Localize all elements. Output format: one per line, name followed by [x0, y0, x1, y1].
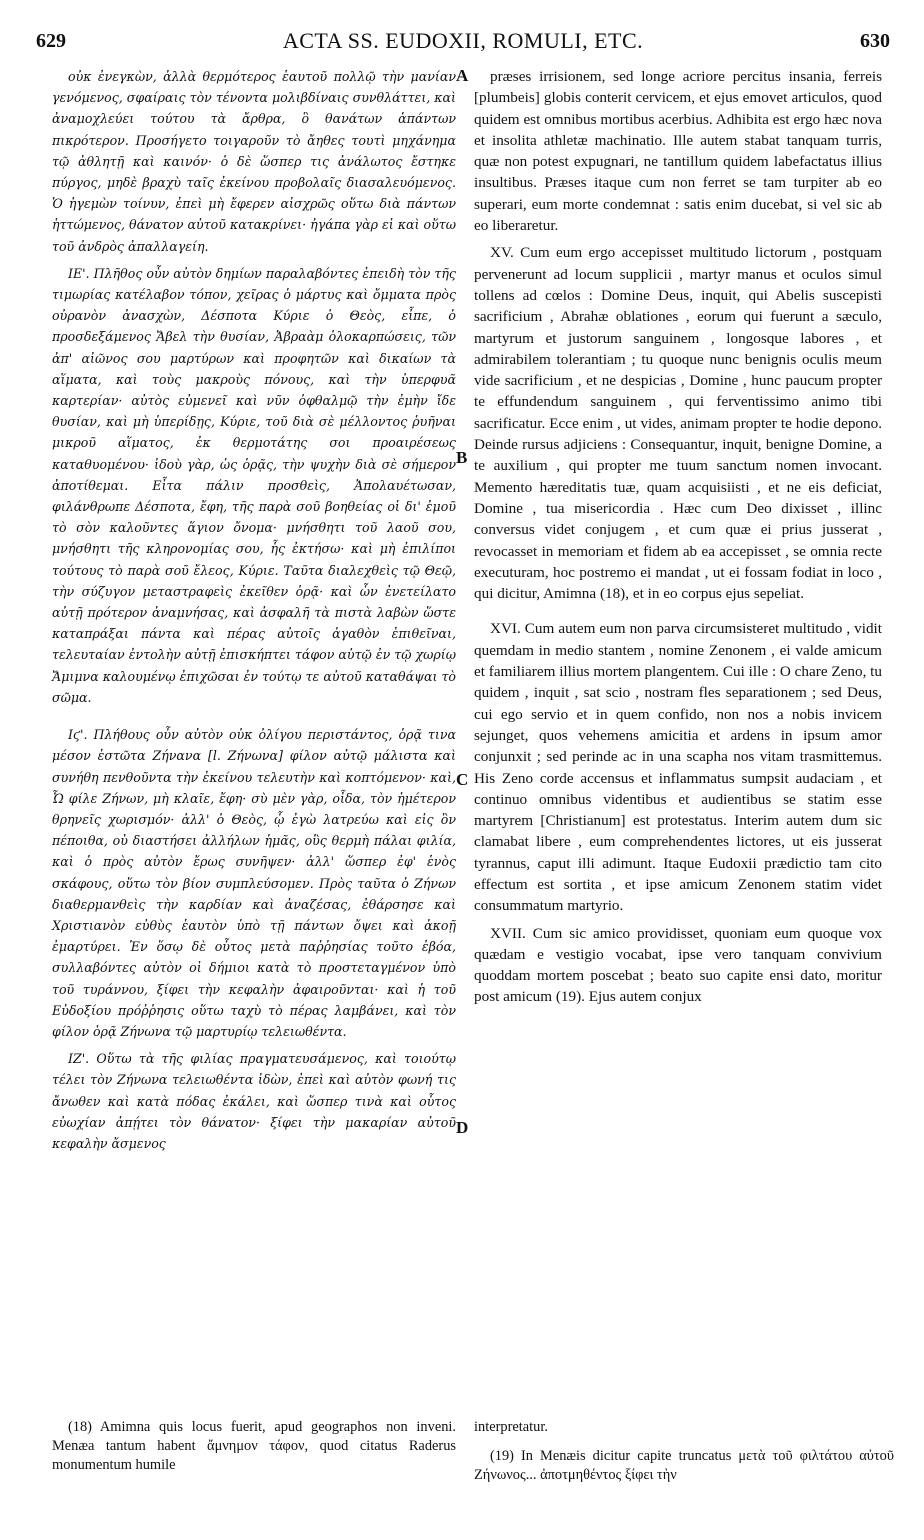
running-header	[28, 26, 898, 60]
footnote-continuation: interpretatur.	[474, 1419, 548, 1435]
greek-paragraph: Ιϛ'. Πλήθους οὖν αὐτὸν οὐκ ὀλίγου περιστάντος, ὁρᾷ τινα μέσον ἑστῶτα Ζήνανα [l. Ζήνωνα] φίλον αὐτῷ μάλιστα καὶ συνήθη πενθοῦντα τὴν ἐκείνου τελευτὴν καὶ κοπτόμενον· καὶ, Ὦ φίλε Ζήνων, μὴ κλαῖε, ἔφη· σὺ μὲν γὰρ, οἶδα, τὸν ἡμέτερον θρηνεῖς χωρισμόν· ἀλλ' ὁ Θεὸς, ᾧ ἐγὼ λατρεύω καὶ εἰς ὃν πέποιθα, οὐ διαστήσει ἀλλήλων ἡμᾶς, οὓς θερμὴ πάλαι φιλία, καὶ ὁ πρὸς αὐτὸν ἔρως συνῆψεν· ἀλλ' ὥσπερ ἐφ' ἑνὸς σκάφους, οὕτω τὸν βίον συμπλεύσομεν. Πρὸς ταῦτα ὁ Ζήνων διαθερμανθεὶς τὴν καρδίαν καὶ ἀναζέσας, ἐθάρσησε καὶ Χριστιανὸν εὐθὺς ἑαυτὸν ὑπὸ τῇ πάντων ὄψει καὶ ἀκοῇ ἐμαρτύρει. Ἐν ὅσῳ δὲ οὗτος μετὰ παῤῥησίας τοῦτο ἐβόα, συλλαβόντες αὐτὸν οἱ δήμιοι κατὰ τὸ προστεταγμένον ὑπὸ τοῦ τυράννου, ξίφει τὴν κεφαλὴν ἀφαιροῦνται· καὶ ἡ τοῦ Εὐδοξίου πρόῤῥησις οὕτω ταχὺ τὸ πέρας λαμβάνει, καὶ τὸν φίλον ὁρᾷ Ζήνωνα τῷ μαρτυρίῳ τελειωθέντα.	[52, 727, 456, 1039]
latin-paragraph: præses irrisionem, sed longe acriore percitus insania, ferreis [plumbeis] globis conterit cervicem, et ejus emovet articulos, quod quidem est omnibus mortibus acerbius. Adhibita est ergo hæc nova et insolita athletæ machinatio. Ille autem stabat tanquam turris, quæ non potest expugnari, ne tantillum quidem labefactatus illius insultibus. Præses itaque cum non ferret se tam turpiter ab eo superari, eum morte condemnat : satis enim ducebat, si vel sic ab eo liberaretur.	[474, 68, 882, 235]
margin-letter-c: C	[456, 770, 469, 789]
margin-letter-b: B	[456, 448, 468, 467]
latin-column	[474, 66, 882, 1008]
running-title: ACTA SS. EUDOXII, ROMULI, ETC.	[282, 28, 644, 53]
latin-paragraph: XVI. Cum autem eum non parva circumsisteret multitudo , vidit quemdam in medio stantem , nomine Zenonem , ei valde amicum et familiarem illius mortem plangentem. Cui ille : O chare Zeno, tu quidem , inquit , sat scio , nostram fles separationem ; sed Deus, cui ego servio et in quem confido, non nos a nobis invicem sejunget, quos vehemens amicitia et ardens in ipsum amor conjunxit ; sed perinde ac in una scapha nos vitam trasmittemus. His Zeno corde accensus et inflammatus sumpsit audaciam , et continuo omnibus videntibus et audientibus se statim esse martyrem [Christianum] est protestatus. Interim autem dum sic clamabat libere , eum comprehendentes lictores, ut eis jusserat tyrannus, caput illi adimunt. Itaque Eudoxii prædictio tam cito effectum est sortita , et ipse amicum Zenonem statim videt consummatum martyrio.	[474, 620, 882, 915]
footnote-19: (19) In Menæis dicitur capite truncatus μετὰ τοῦ φιλτάτου αὐτοῦ Ζήνωνος... ἀποτμηθέντος ξίφει τὴν	[474, 1448, 894, 1483]
greek-column	[52, 66, 456, 1154]
right-page-number: 630	[860, 30, 890, 52]
footnote-18: (18) Amimna quis locus fuerit, apud geographos non inveni. Menæa tantum habent ἄμνημον τάφον, quod citatus Raderus monumentum humile	[52, 1419, 456, 1473]
greek-paragraph: ΙΕ'. Πλῆθος οὖν αὐτὸν δημίων παραλαβόντες ἐπειδὴ τὸν τῆς τιμωρίας κατέλαβον τόπον, χεῖρας ὁ μάρτυς καὶ ὄμματα πρὸς οὐρανὸν ἀνασχὼν, Δέσποτα Κύριε ὁ Θεὸς, εἶπε, ὁ προσδεξάμενος Ἄβελ τὴν θυσίαν, Ἀβραὰμ ὁλοκαρπώσεις, τῶν ἀπ' αἰῶνος σου μαρτύρων καὶ προφητῶν καὶ δικαίων τὰ αἵματα, καὶ τοὺς μακροὺς πόνους, καὶ τὴν ὑπερφυᾶ καρτερίαν· αὐτὸς εὐμενεῖ καὶ νῦν ὀφθαλμῷ τὴν ἐμὴν ἴδε θυσίαν, καὶ μὴ ὑπερίδῃς, Κύριε, τοῦ διὰ σὲ μέλλοντος ῥυῆναι μικροῦ αἵματος, ἐκ θερμοτάτης σοι προαιρέσεως καταθυομένου· ἰδοὺ γὰρ, ὡς ὁρᾷς, τὴν ψυχὴν διὰ σὲ σήμερον ἀποτίθεμαι. Εἶτα πάλιν προσθεὶς, Ἀπολαυέτωσαν, φιλάνθρωπε Δέσποτα, ἔφη, τῆς παρὰ σοῦ βοηθείας οἱ δι' ἐμοῦ τὸ σὸν καλοῦντες ἅγιον ὄνομα· μνήσθητι τοῦ λαοῦ σου, μνήσθητι τῆς κληρονομίας σου, ἧς ἐκτήσω· καὶ μὴ ἐπιλίποι τούτους τὸ παρὰ σοῦ ἔλεος, Κύριε. Ταῦτα διαλεχθεὶς τῷ Θεῷ, τὴν σύζυγον μεταστραφεὶς ἐκεῖθεν ὁρᾷ· καὶ ὧν ἐνετείλατο αὐτῇ πρότερον ἀναμνήσας, καὶ ἀσφαλῆ τὰ πιστὰ λαβὼν ὥστε καταπράξαι πάντα καὶ πέρας αὐτοῖς ἀγαθὸν ἐπιθεῖναι, τελευταίαν ἐντολὴν αὐτῇ ἐπισκήπτει τάφον αὐτῷ ἐν τῷ χωρίῳ Ἄμιμνα καλουμένῳ ἐπιχῶσαι ἐν τούτῳ τε αὐτοῦ καταθάψαι τὸ σῶμα.	[52, 265, 456, 705]
margin-letter-a: A	[456, 66, 469, 85]
footnote-right	[474, 1418, 894, 1485]
greek-paragraph: ΙΖ'. Οὕτω τὰ τῆς φιλίας πραγματευσάμενος, καὶ τοιούτῳ τέλει τὸν Ζήνωνα τελειωθέντα ἰδὼν, ἐπεὶ καὶ αὐτὸν φωνή τις ἄνωθεν καὶ κατὰ πόδας ἐκάλει, καὶ ὥσπερ τινὰ καὶ οὗτος εὐωχίαν ἀπῄτει τὸν θάνατον· ξίφει τὴν μακαρίαν αὐτοῦ κεφαλὴν ἄσμενος	[52, 1051, 456, 1151]
left-page-number: 629	[36, 30, 66, 52]
greek-paragraph: οὐκ ἐνεγκὼν, ἀλλὰ θερμότερος ἑαυτοῦ πολλῷ τὴν μανίαν γενόμενος, σφαίραις τὸν τένοντα μολιβδίναις συνθλάττει, καὶ ἀναμοχλεύει τούτου τὰ ἄρθρα, ὃ θανάτων ἁπάντων πικρότερον. Προσήγετο τοιγαροῦν τὸ ἄηθες τουτὶ μηχάνημα τῷ ἀθλητῇ καὶ καινόν· ὁ δὲ ὥσπερ τις ἀνάλωτος ἔστηκε πύργος, μηδὲ βραχὺ ταῖς ἐκείνου προβολαῖς διασαλευόμενος. Ὁ ἡγεμὼν τοίνυν, ἐπεὶ μὴ ἔφερεν αἰσχρῶς οὕτω διὰ πάντων ἡττώμενος, θάνατον αὐτοῦ κατακρίνει· ἠγάπα γὰρ εἰ καὶ οὕτω τοῦ ἀνδρὸς ἀπαλλαγείη.	[52, 69, 456, 254]
margin-letter-d: D	[456, 1118, 469, 1137]
latin-paragraph: XV. Cum eum ergo accepisset multitudo lictorum , postquam pervenerunt ad locum supplicii , martyr manus et oculos simul tollens ad cœlos : Domine Deus, inquit, qui Abelis suscepisti sacrificium , Abrahæ oblationes , eorum qui fuerunt a sæculo, martyrum et justorum sanguinem , longosque labores , et admirabilem tolerantiam ; tu quoque nunc benignis oculis meum vide sacrificium , et ne despicias , Domine , hunc paucum propter te effundendum sanguinem , qui ferventissimo animo tibi sacrificatur. Ecce enim , ut vides, animam propter te hodie depono. Deinde rursus adjiciens : Consequantur, inquit, benigne Domine, a te auxilium , qui propter me tuum sanctum nomen invocant. Memento hæreditatis tuæ, quam acquisiisti , et ne eis deficiat, Domine , tua misericordia . Hæc cum Deo dixisset , illinc conversus videt conjugem , et cum quæ ei prius jusserat , revocasset in memoriam et fidem ab ea accepisset , se omnia recte executuram, hoc postremo ei mandat , ut ei fossam fodiat in loco , qui dicitur, Amimna (18), et in eo corpus ejus sepeliat.	[474, 244, 882, 603]
footnote-left	[52, 1418, 456, 1475]
latin-paragraph: XVII. Cum sic amico providisset, quoniam eum quoque vox quædam e vestigio vocabat, ipse vero tanquam convivium quoddam mortem poscebat ; beato suo capite ensi dato, moritur post amicum (19). Ejus autem conjux	[474, 924, 882, 1006]
